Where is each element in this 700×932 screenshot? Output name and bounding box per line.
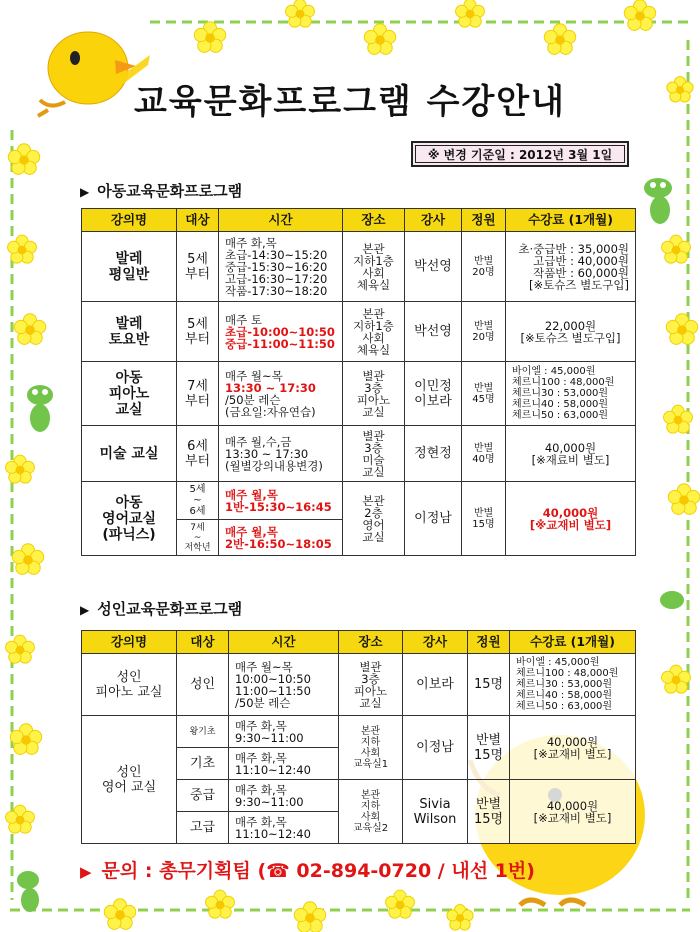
class-place: 별관 3층 피아노 교실 bbox=[339, 654, 403, 716]
class-name: 성인 영어 교실 bbox=[82, 716, 177, 844]
table-row bbox=[82, 426, 636, 482]
class-teacher: 이정남 bbox=[403, 716, 468, 780]
flower-decoration bbox=[364, 24, 395, 55]
triangle-bullet-icon: ▶ bbox=[80, 185, 90, 199]
col-header: 수강료 (1개월) bbox=[506, 209, 636, 232]
flower-decoration bbox=[668, 484, 699, 515]
class-time: 매주 화,목 11:10~12:40 bbox=[229, 748, 339, 780]
class-level: 기초 bbox=[177, 748, 229, 780]
flower-decoration bbox=[456, 0, 485, 27]
col-header: 정원 bbox=[462, 209, 506, 232]
table-row bbox=[82, 716, 636, 748]
flower-decoration bbox=[14, 314, 45, 345]
class-target: 5세 부터 bbox=[177, 302, 219, 362]
class-name: 성인 피아노 교실 bbox=[82, 654, 177, 716]
class-fee: 40,000원 [※재료비 별도] bbox=[506, 426, 636, 482]
class-place: 본관 지하 사회 교육실1 bbox=[339, 716, 403, 780]
class-name: 발레 평일반 bbox=[82, 232, 177, 302]
flower-decoration bbox=[662, 665, 691, 693]
class-time: 매주 화,목 9:30~11:00 bbox=[229, 780, 339, 812]
class-place: 본관 지하 사회 교육실2 bbox=[339, 780, 403, 844]
contact-info bbox=[80, 856, 535, 883]
flower-decoration bbox=[8, 235, 37, 263]
class-fee: 40,000원 [※교재비 별도] bbox=[510, 780, 636, 844]
flower-decoration bbox=[12, 544, 43, 575]
adult-program-table bbox=[81, 630, 636, 844]
section-children-heading bbox=[80, 180, 242, 201]
col-header: 강사 bbox=[403, 631, 468, 654]
flower-decoration bbox=[206, 890, 235, 918]
col-header: 정원 bbox=[468, 631, 510, 654]
flower-decoration bbox=[386, 890, 415, 918]
flower-decoration bbox=[104, 899, 135, 930]
class-time: 매주 화,목 11:10~12:40 bbox=[229, 812, 339, 844]
flower-decoration bbox=[286, 0, 315, 27]
class-target: 7세 부터 bbox=[177, 362, 219, 426]
page-title: 교육문화프로그램 수강안내 bbox=[134, 82, 566, 122]
table-row bbox=[82, 654, 636, 716]
class-capacity: 15명 bbox=[468, 654, 510, 716]
triangle-bullet-icon: ▶ bbox=[80, 863, 92, 881]
triangle-bullet-icon: ▶ bbox=[80, 603, 90, 617]
class-name: 미술 교실 bbox=[82, 426, 177, 482]
col-header: 강의명 bbox=[82, 631, 177, 654]
flower-decoration bbox=[294, 902, 325, 932]
class-time: 매주 토 초급-10:00~10:50 중급-11:00~11:50 bbox=[219, 302, 343, 362]
class-capacity: 반별 15명 bbox=[468, 716, 510, 780]
class-fee: 바이엘 : 45,000원 체르니100 : 48,000원 체르니30 : 53,000원 체르니40 : 58,000원 체르니50 : 63,000원 bbox=[506, 362, 636, 426]
class-capacity: 반별 40명 bbox=[462, 426, 506, 482]
class-target: 성인 bbox=[177, 654, 229, 716]
class-teacher: Sivia Wilson bbox=[403, 780, 468, 844]
flower-decoration bbox=[6, 635, 35, 663]
class-name: 아동 영어교실 (파닉스) bbox=[82, 482, 177, 556]
class-time: 매주 월,목 2반-16:50~18:05 bbox=[219, 520, 343, 556]
flower-decoration bbox=[447, 905, 473, 930]
flower-decoration bbox=[544, 24, 575, 55]
col-header: 수강료 (1개월) bbox=[510, 631, 636, 654]
class-place: 본관 2층 영어 교실 bbox=[343, 482, 405, 556]
flower-decoration bbox=[624, 0, 655, 30]
flower-decoration bbox=[666, 314, 697, 345]
flower-decoration bbox=[10, 724, 41, 755]
class-time: 매주 월,목 1반-15:30~16:45 bbox=[219, 482, 343, 520]
class-teacher: 이보라 bbox=[403, 654, 468, 716]
class-teacher: 박선영 bbox=[405, 232, 462, 302]
section-title: 아동교육문화프로그램 bbox=[97, 182, 243, 200]
change-basis-date: ※ 변경 기준일 : 2012년 3월 1일 bbox=[411, 141, 629, 167]
class-time: 매주 화,목 9:30~11:00 bbox=[229, 716, 339, 748]
class-teacher: 이정남 bbox=[405, 482, 462, 556]
table-row bbox=[82, 362, 636, 426]
table-header-row bbox=[82, 631, 636, 654]
col-header: 대상 bbox=[177, 209, 219, 232]
col-header: 시간 bbox=[229, 631, 339, 654]
class-name: 아동 피아노 교실 bbox=[82, 362, 177, 426]
class-target: 5세 ~ 6세 bbox=[177, 482, 219, 520]
table-header-row bbox=[82, 209, 636, 232]
section-adult-heading bbox=[80, 598, 242, 619]
class-teacher: 정현정 bbox=[405, 426, 462, 482]
class-capacity: 반별 20명 bbox=[462, 232, 506, 302]
class-place: 별관 3층 피아노 교실 bbox=[343, 362, 405, 426]
col-header: 시간 bbox=[219, 209, 343, 232]
flower-decoration bbox=[194, 22, 225, 53]
class-time: 매주 화,목 초급-14:30~15:20 중급-15:30~16:20 고급-16:30~17:20 작품-17:30~18:20 bbox=[219, 232, 343, 302]
class-name: 발레 토요반 bbox=[82, 302, 177, 362]
class-place: 본관 지하1층 사회 체육실 bbox=[343, 302, 405, 362]
table-row bbox=[82, 302, 636, 362]
class-teacher: 박선영 bbox=[405, 302, 462, 362]
class-target: 7세 ~ 저학년 bbox=[177, 520, 219, 556]
class-place: 별관 3층 미술 교실 bbox=[343, 426, 405, 482]
class-fee: 40,000원 [※교재비 별도] bbox=[510, 716, 636, 780]
class-place: 본관 지하1층 사회 체육실 bbox=[343, 232, 405, 302]
class-time: 매주 월,수,금 13:30 ~ 17:30 (월별강의내용변경) bbox=[219, 426, 343, 482]
class-level: 왕기초 bbox=[177, 716, 229, 748]
class-level: 고급 bbox=[177, 812, 229, 844]
class-capacity: 반별 45명 bbox=[462, 362, 506, 426]
flower-decoration bbox=[662, 235, 691, 263]
section-title: 성인교육문화프로그램 bbox=[97, 600, 243, 618]
class-time: 매주 월~목 13:30 ~ 17:30 /50분 레슨 (금요일:자유연습) bbox=[219, 362, 343, 426]
class-fee: 22,000원 [※토슈즈 별도구입] bbox=[506, 302, 636, 362]
class-capacity: 반별 15명 bbox=[462, 482, 506, 556]
class-fee: 바이엘 : 45,000원 체르니100 : 48,000원 체르니30 : 53,000원 체르니40 : 58,000원 체르니50 : 63,000원 bbox=[510, 654, 636, 716]
children-program-table bbox=[81, 208, 636, 556]
flower-decoration bbox=[6, 455, 35, 483]
col-header: 대상 bbox=[177, 631, 229, 654]
col-header: 강사 bbox=[405, 209, 462, 232]
flower-decoration bbox=[6, 805, 35, 833]
col-header: 장소 bbox=[339, 631, 403, 654]
class-target: 6세 부터 bbox=[177, 426, 219, 482]
class-level: 중급 bbox=[177, 780, 229, 812]
class-teacher: 이민정 이보라 bbox=[405, 362, 462, 426]
class-target: 5세 부터 bbox=[177, 232, 219, 302]
contact-text: 문의 : 총무기획팀 (☎ 02-894-0720 / 내선 1번) bbox=[101, 860, 535, 882]
table-row bbox=[82, 482, 636, 520]
class-capacity: 반별 20명 bbox=[462, 302, 506, 362]
class-fee: 40,000원 [※교재비 별도] bbox=[506, 482, 636, 556]
class-capacity: 반별 15명 bbox=[468, 780, 510, 844]
col-header: 장소 bbox=[343, 209, 405, 232]
class-fee: 초·중급반 : 35,000원 고급반 : 40,000원 작품반 : 60,000원 [※토슈즈 별도구입] bbox=[506, 232, 636, 302]
col-header: 강의명 bbox=[82, 209, 177, 232]
class-time: 매주 월~목 10:00~10:50 11:00~11:50 /50분 레슨 bbox=[229, 654, 339, 716]
table-row bbox=[82, 232, 636, 302]
